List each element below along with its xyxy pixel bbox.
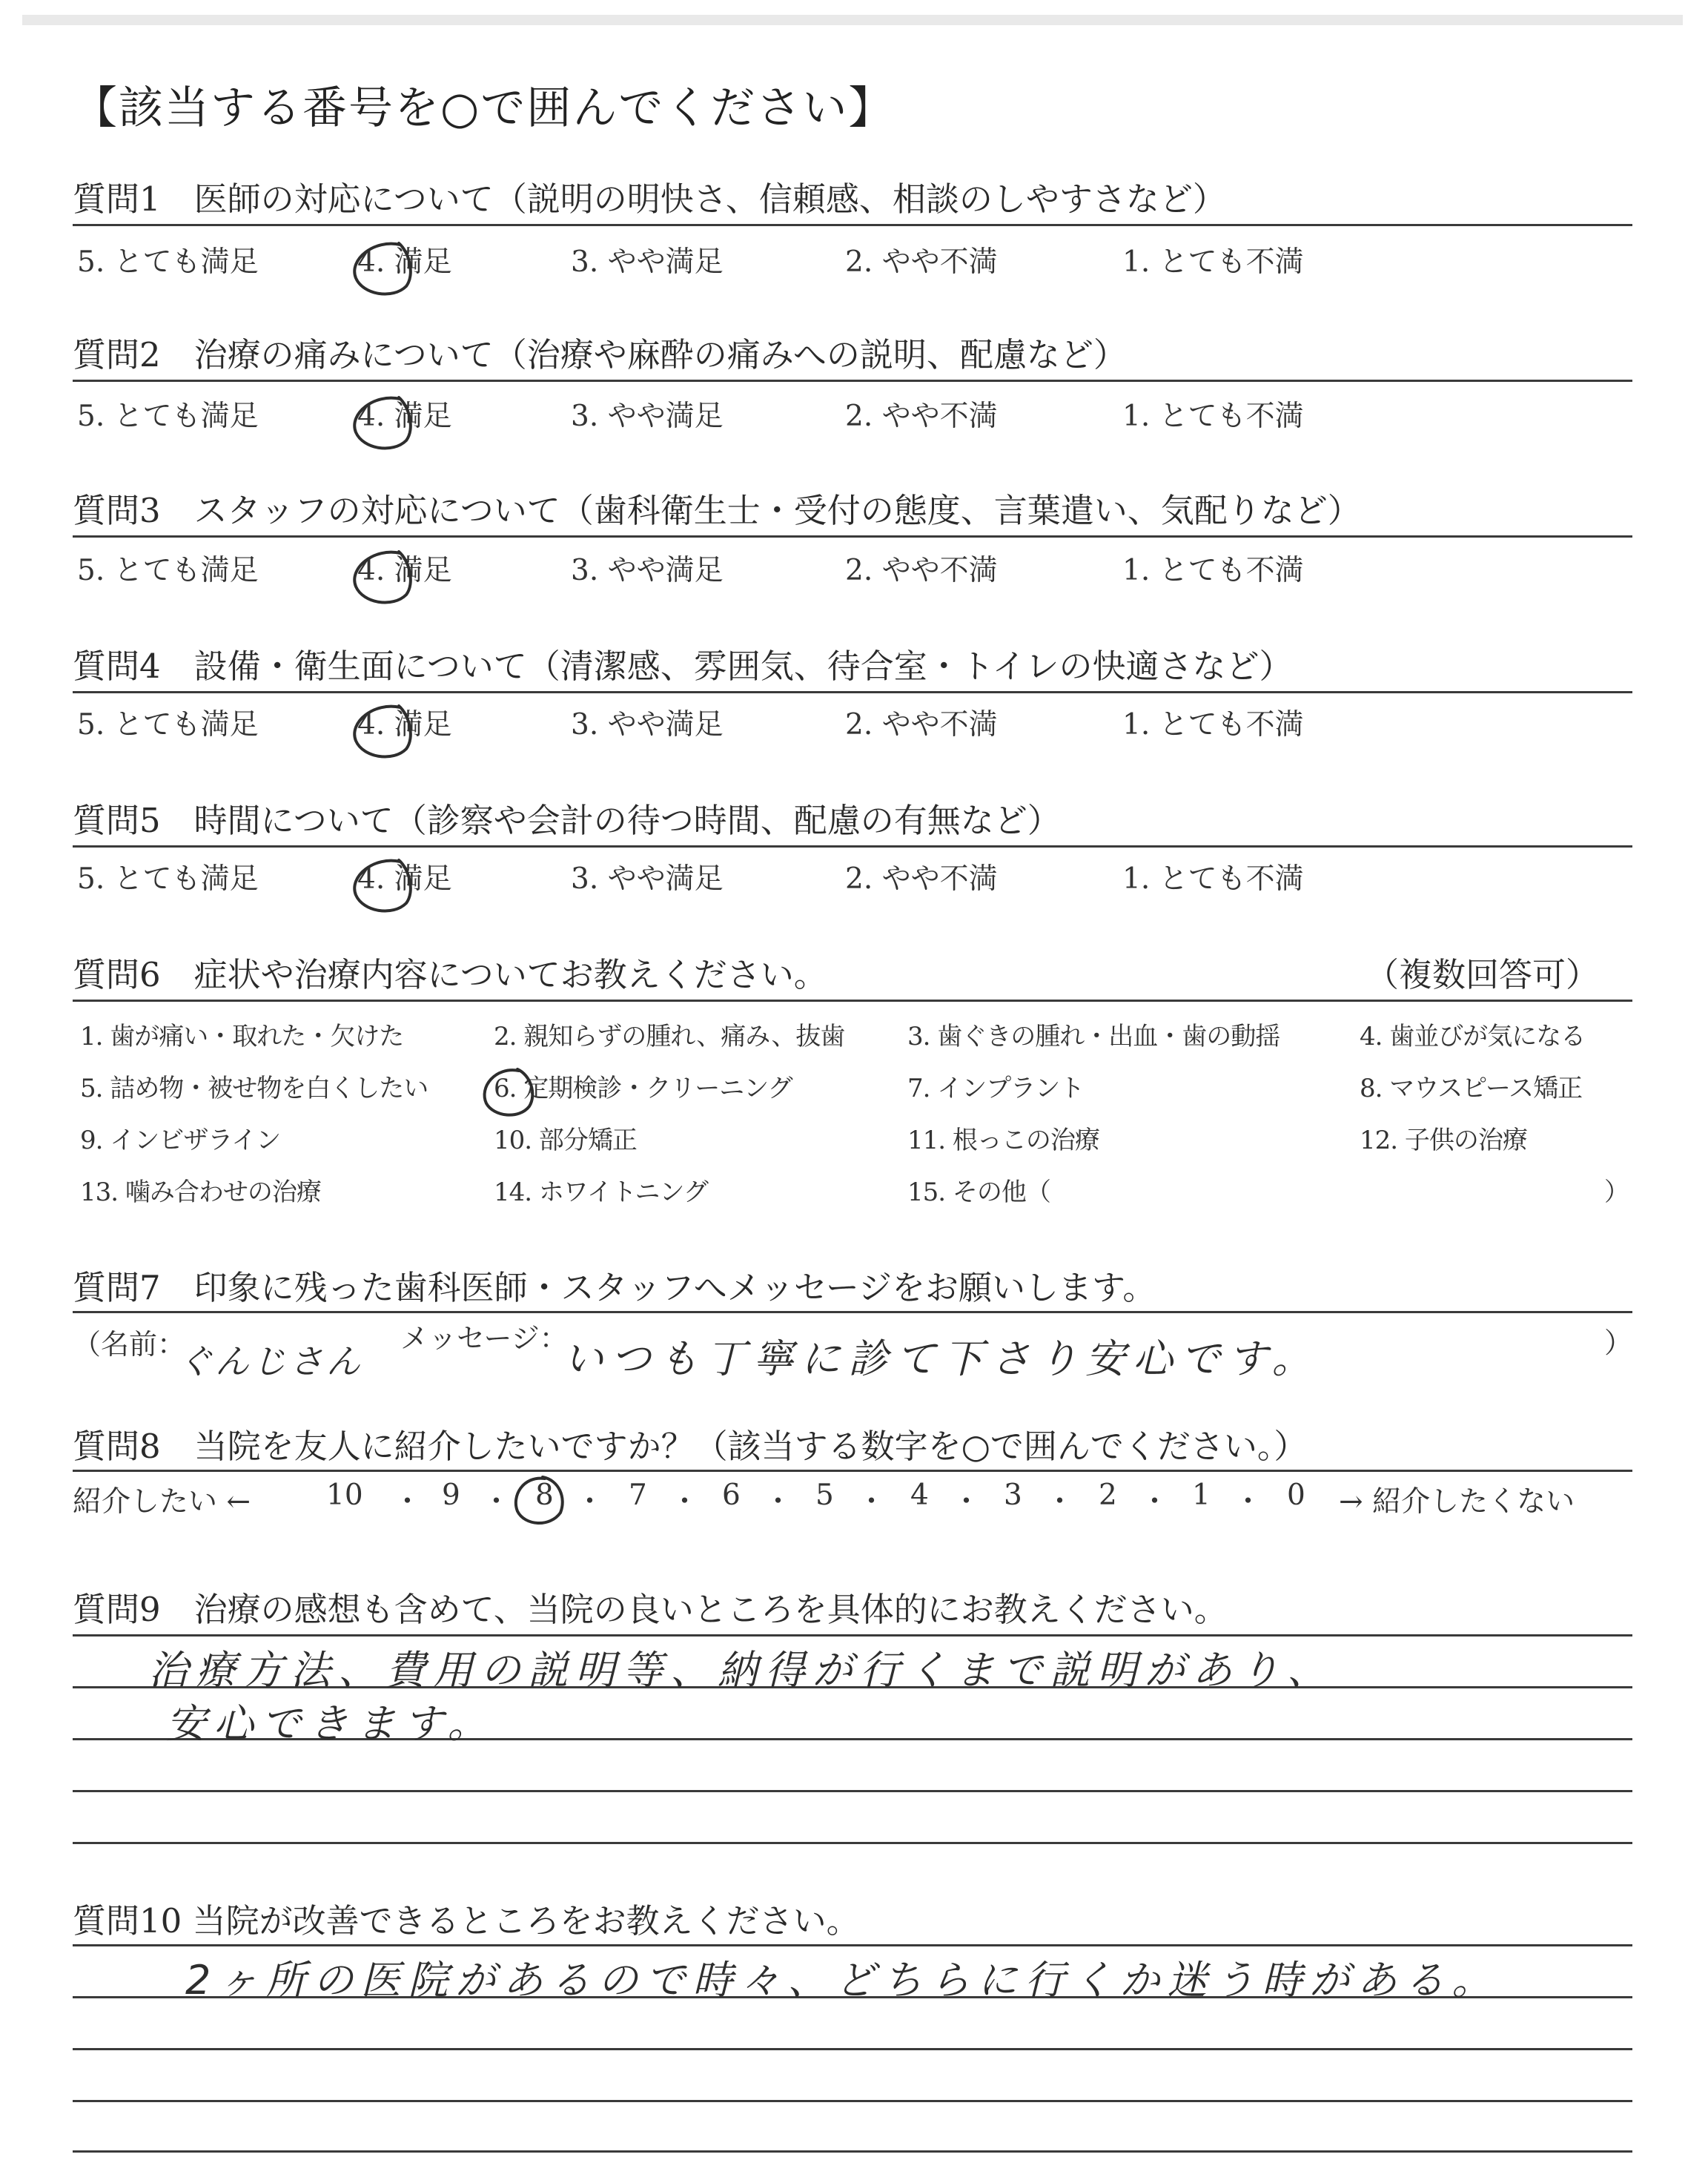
q1-rule <box>73 224 1632 226</box>
q6-option-7[interactable]: 7. インプラント <box>907 1074 1085 1103</box>
q9-title: 質問9 治療の感想も含めて、当院の良いところを具体的にお教えください。 <box>73 1590 1228 1629</box>
q8-dot-2: ・ <box>482 1485 512 1519</box>
q8-score-5[interactable]: 5 <box>815 1479 834 1512</box>
q2-option-4[interactable]: 4. 満足 <box>357 400 452 433</box>
q9-rule-1 <box>73 1634 1632 1636</box>
q10-rule-3 <box>73 2048 1632 2050</box>
q2-option-1[interactable]: 1. とても不満 <box>1122 400 1304 433</box>
q7-name-value[interactable]: ぐんじさん <box>178 1341 363 1381</box>
q3-title: 質問3 スタッフの対応について（歯科衛生士・受付の態度、言葉遣い、気配りなど） <box>73 491 1361 530</box>
q6-other-close-paren: ） <box>1604 1178 1629 1207</box>
q1-option-3[interactable]: 3. やや満足 <box>571 245 724 279</box>
q8-score-4[interactable]: 4 <box>910 1479 929 1512</box>
q8-score-10[interactable]: 10 <box>326 1479 363 1512</box>
q6-option-8[interactable]: 8. マウスピース矯正 <box>1360 1074 1583 1103</box>
q8-left-label: 紹介したい ← <box>73 1485 251 1519</box>
q3-option-5[interactable]: 5. とても満足 <box>77 554 259 587</box>
q8-score-0[interactable]: 0 <box>1287 1479 1305 1512</box>
q5-option-2[interactable]: 2. やや不満 <box>845 862 998 896</box>
q8-right-label: → 紹介したくない <box>1339 1485 1575 1519</box>
q10-rule-4 <box>73 2100 1632 2102</box>
q8-score-7[interactable]: 7 <box>629 1479 647 1512</box>
q4-rule <box>73 691 1632 693</box>
q1-option-5[interactable]: 5. とても満足 <box>77 245 259 279</box>
q6-option-6[interactable]: 6. 定期検診・クリーニング <box>494 1074 792 1103</box>
q5-rule <box>73 845 1632 848</box>
q4-option-2[interactable]: 2. やや不満 <box>845 708 998 742</box>
scan-top-edge <box>22 15 1683 25</box>
q5-option-3[interactable]: 3. やや満足 <box>571 862 724 896</box>
q4-title: 質問4 設備・衛生面について（清潔感、雰囲気、待合室・トイレの快適さなど） <box>73 647 1293 686</box>
q8-dot-7: ・ <box>952 1485 982 1519</box>
q6-title: 質問6 症状や治療内容についてお教えください。 <box>73 955 827 994</box>
q7-message-label: メッセージ： <box>400 1322 568 1355</box>
q3-option-3[interactable]: 3. やや満足 <box>571 554 724 587</box>
q3-option-4[interactable]: 4. 満足 <box>357 554 452 587</box>
q8-title: 質問8 当院を友人に紹介したいですか？（該当する数字を○で囲んでください。） <box>73 1427 1308 1466</box>
q6-rule <box>73 1000 1632 1002</box>
q4-option-5[interactable]: 5. とても満足 <box>77 708 259 742</box>
q2-rule <box>73 380 1632 382</box>
q6-option-15[interactable]: 15. その他（ <box>907 1178 1050 1207</box>
q7-title: 質問7 印象に残った歯科医師・スタッフへメッセージをお願いします。 <box>73 1268 1156 1307</box>
q8-score-3[interactable]: 3 <box>1004 1479 1022 1512</box>
q6-multiple-note: （複数回答可） <box>1366 955 1600 994</box>
q7-message-value[interactable]: いつも丁寧に診て下さり安心です。 <box>563 1335 1320 1382</box>
q8-score-2[interactable]: 2 <box>1099 1479 1117 1512</box>
q4-option-3[interactable]: 3. やや満足 <box>571 708 724 742</box>
q8-score-9[interactable]: 9 <box>442 1479 460 1512</box>
q7-rule <box>73 1311 1632 1313</box>
q8-dot-4: ・ <box>670 1485 700 1519</box>
q6-option-4[interactable]: 4. 歯並びが気になる <box>1360 1022 1586 1051</box>
q5-option-5[interactable]: 5. とても満足 <box>77 862 259 896</box>
page-heading: 【該当する番号を○で囲んでください】 <box>73 82 895 134</box>
q9-rule-5 <box>73 1842 1632 1844</box>
q3-option-1[interactable]: 1. とても不満 <box>1122 554 1304 587</box>
q5-option-4[interactable]: 4. 満足 <box>357 862 452 896</box>
q10-answer-line-1[interactable]: 2ヶ所の医院があるので時々、どちらに行くか迷う時がある。 <box>185 1957 1500 2004</box>
q2-option-3[interactable]: 3. やや満足 <box>571 400 724 433</box>
q2-option-5[interactable]: 5. とても満足 <box>77 400 259 433</box>
q6-option-3[interactable]: 3. 歯ぐきの腫れ・出血・歯の動揺 <box>907 1022 1280 1051</box>
q1-option-4[interactable]: 4. 満足 <box>357 245 452 279</box>
q8-score-8[interactable]: 8 <box>535 1479 554 1512</box>
q8-score-6[interactable]: 6 <box>722 1479 741 1512</box>
q9-answer-line-2[interactable]: 安心できます。 <box>166 1700 495 1747</box>
q8-dot-6: ・ <box>857 1485 887 1519</box>
q9-answer-line-1[interactable]: 治療方法、費用の説明等、納得が行くまで説明があり、 <box>148 1647 1334 1694</box>
q8-dot-8: ・ <box>1045 1485 1075 1519</box>
q6-option-1[interactable]: 1. 歯が痛い・取れた・欠けた <box>80 1022 404 1051</box>
q1-title: 質問1 医師の対応について（説明の明快さ、信頼感、相談のしやすさなど） <box>73 179 1226 219</box>
q10-rule-1 <box>73 1944 1632 1946</box>
q8-dot-1: ・ <box>393 1485 423 1519</box>
q9-rule-4 <box>73 1790 1632 1792</box>
q6-option-14[interactable]: 14. ホワイトニング <box>494 1178 708 1207</box>
q3-option-2[interactable]: 2. やや不満 <box>845 554 998 587</box>
q8-dot-3: ・ <box>575 1485 605 1519</box>
q8-dot-5: ・ <box>764 1485 793 1519</box>
q1-option-1[interactable]: 1. とても不満 <box>1122 245 1304 279</box>
q8-dot-10: ・ <box>1234 1485 1263 1519</box>
q10-rule-5 <box>73 2150 1632 2153</box>
q8-dot-9: ・ <box>1140 1485 1170 1519</box>
q1-option-2[interactable]: 2. やや不満 <box>845 245 998 279</box>
q5-title: 質問5 時間について（診察や会計の待つ時間、配慮の有無など） <box>73 801 1061 840</box>
q6-option-2[interactable]: 2. 親知らずの腫れ、痛み、抜歯 <box>494 1022 845 1051</box>
q6-option-9[interactable]: 9. インビザライン <box>80 1126 281 1155</box>
q2-option-2[interactable]: 2. やや不満 <box>845 400 998 433</box>
q8-score-1[interactable]: 1 <box>1192 1479 1211 1512</box>
q5-option-1[interactable]: 1. とても不満 <box>1122 862 1304 896</box>
q6-option-11[interactable]: 11. 根っこの治療 <box>907 1126 1099 1155</box>
q10-title: 質問10 当院が改善できるところをお教えください。 <box>73 1901 860 1941</box>
q6-option-12[interactable]: 12. 子供の治療 <box>1360 1126 1527 1155</box>
q6-option-10[interactable]: 10. 部分矯正 <box>494 1126 637 1155</box>
q7-name-label: （名前： <box>73 1328 186 1361</box>
q7-close-paren: ） <box>1604 1327 1633 1359</box>
q8-rule <box>73 1470 1632 1472</box>
q6-option-5[interactable]: 5. 詰め物・被せ物を白くしたい <box>80 1074 428 1103</box>
q3-rule <box>73 535 1632 538</box>
q4-option-4[interactable]: 4. 満足 <box>357 708 452 742</box>
q6-option-13[interactable]: 13. 噛み合わせの治療 <box>80 1178 321 1207</box>
q2-title: 質問2 治療の痛みについて（治療や麻酔の痛みへの説明、配慮など） <box>73 335 1127 374</box>
q4-option-1[interactable]: 1. とても不満 <box>1122 708 1304 742</box>
